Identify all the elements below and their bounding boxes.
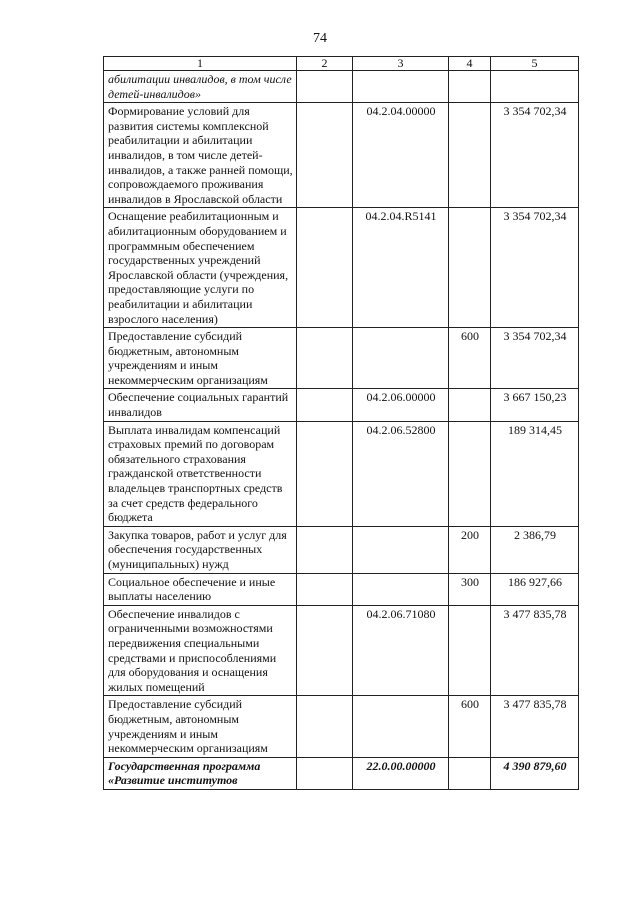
table-row (104, 328, 579, 389)
column-header: 4 (449, 57, 491, 71)
row-code-cell (353, 526, 449, 573)
row-name-cell: Предоставление субсидий бюджетным, автономным учреждениям и иным некоммерческим организациям (104, 696, 297, 757)
row-name-cell: Обеспечение социальных гарантий инвалидов (104, 389, 297, 421)
table-row (104, 103, 579, 208)
row-col2-cell (297, 605, 353, 696)
table-row (104, 696, 579, 757)
row-code-cell: 04.2.06.00000 (353, 389, 449, 421)
row-amount-cell: 4 390 879,60 (491, 757, 579, 789)
table-row (104, 421, 579, 526)
row-name-cell: Социальное обеспечение и иные выплаты населению (104, 573, 297, 605)
row-col2-cell (297, 389, 353, 421)
row-expense-type-cell (449, 71, 491, 103)
table-row (104, 757, 579, 789)
row-amount-cell: 3 477 835,78 (491, 605, 579, 696)
row-col2-cell (297, 757, 353, 789)
row-amount-cell: 3 667 150,23 (491, 389, 579, 421)
row-expense-type-cell: 600 (449, 328, 491, 389)
row-expense-type-cell: 200 (449, 526, 491, 573)
table-row (104, 389, 579, 421)
column-header: 1 (104, 57, 297, 71)
row-amount-cell: 3 354 702,34 (491, 208, 579, 328)
page-number: 74 (313, 31, 327, 46)
row-name-cell: Закупка товаров, работ и услуг для обеспечения государственных (муниципальных) нужд (104, 526, 297, 573)
row-amount-cell: 2 386,79 (491, 526, 579, 573)
row-col2-cell (297, 103, 353, 208)
row-name-cell: абилитации инвалидов, в том числе детей-инвалидов» (104, 71, 297, 103)
row-code-cell (353, 328, 449, 389)
row-amount-cell: 3 477 835,78 (491, 696, 579, 757)
row-code-cell: 04.2.06.71080 (353, 605, 449, 696)
row-col2-cell (297, 71, 353, 103)
row-expense-type-cell (449, 757, 491, 789)
row-expense-type-cell (449, 389, 491, 421)
row-amount-cell: 186 927,66 (491, 573, 579, 605)
row-name-cell: Выплата инвалидам компенсаций страховых премий по договорам обязательного страхования гражданской ответственности владельцев транспортных средств за счет средств федерального бюджета (104, 421, 297, 526)
row-amount-cell: 3 354 702,34 (491, 328, 579, 389)
table-row (104, 526, 579, 573)
row-code-cell: 22.0.00.00000 (353, 757, 449, 789)
row-amount-cell: 3 354 702,34 (491, 103, 579, 208)
row-col2-cell (297, 526, 353, 573)
row-code-cell (353, 71, 449, 103)
row-expense-type-cell (449, 103, 491, 208)
row-col2-cell (297, 696, 353, 757)
row-expense-type-cell (449, 208, 491, 328)
row-col2-cell (297, 573, 353, 605)
row-code-cell: 04.2.04.R5141 (353, 208, 449, 328)
table-row (104, 71, 579, 103)
row-code-cell: 04.2.04.00000 (353, 103, 449, 208)
row-code-cell (353, 573, 449, 605)
table-row (104, 573, 579, 605)
row-code-cell (353, 696, 449, 757)
row-col2-cell (297, 208, 353, 328)
table-header-row (104, 57, 579, 71)
row-expense-type-cell (449, 605, 491, 696)
column-header: 2 (297, 57, 353, 71)
row-col2-cell (297, 328, 353, 389)
row-amount-cell (491, 71, 579, 103)
row-name-cell: Формирование условий для развития системы комплексной реабилитации и абилитации инвалидов, в том числе детей-инвалидов, а также ранней помощи, сопровождаемого проживания инвалидов в Ярославской области (104, 103, 297, 208)
row-name-cell: Предоставление субсидий бюджетным, автономным учреждениям и иным некоммерческим организациям (104, 328, 297, 389)
budget-table (103, 56, 579, 790)
table-row (104, 605, 579, 696)
row-name-cell: Оснащение реабилитационным и абилитационным оборудованием и программным обеспечением государственных учреждений Ярославской области (учреждения, предоставляющие услуги по реабилитации и абилитации взрослого населения) (104, 208, 297, 328)
column-header: 5 (491, 57, 579, 71)
row-expense-type-cell (449, 421, 491, 526)
row-col2-cell (297, 421, 353, 526)
row-name-cell: Обеспечение инвалидов с ограниченными возможностями передвижения специальными средствами и приспособлениями для оборудования и оснащения жилых помещений (104, 605, 297, 696)
row-expense-type-cell: 300 (449, 573, 491, 605)
column-header: 3 (353, 57, 449, 71)
row-amount-cell: 189 314,45 (491, 421, 579, 526)
table-row (104, 208, 579, 328)
row-name-cell: Государственная программа «Развитие институтов (104, 757, 297, 789)
row-code-cell: 04.2.06.52800 (353, 421, 449, 526)
row-expense-type-cell: 600 (449, 696, 491, 757)
